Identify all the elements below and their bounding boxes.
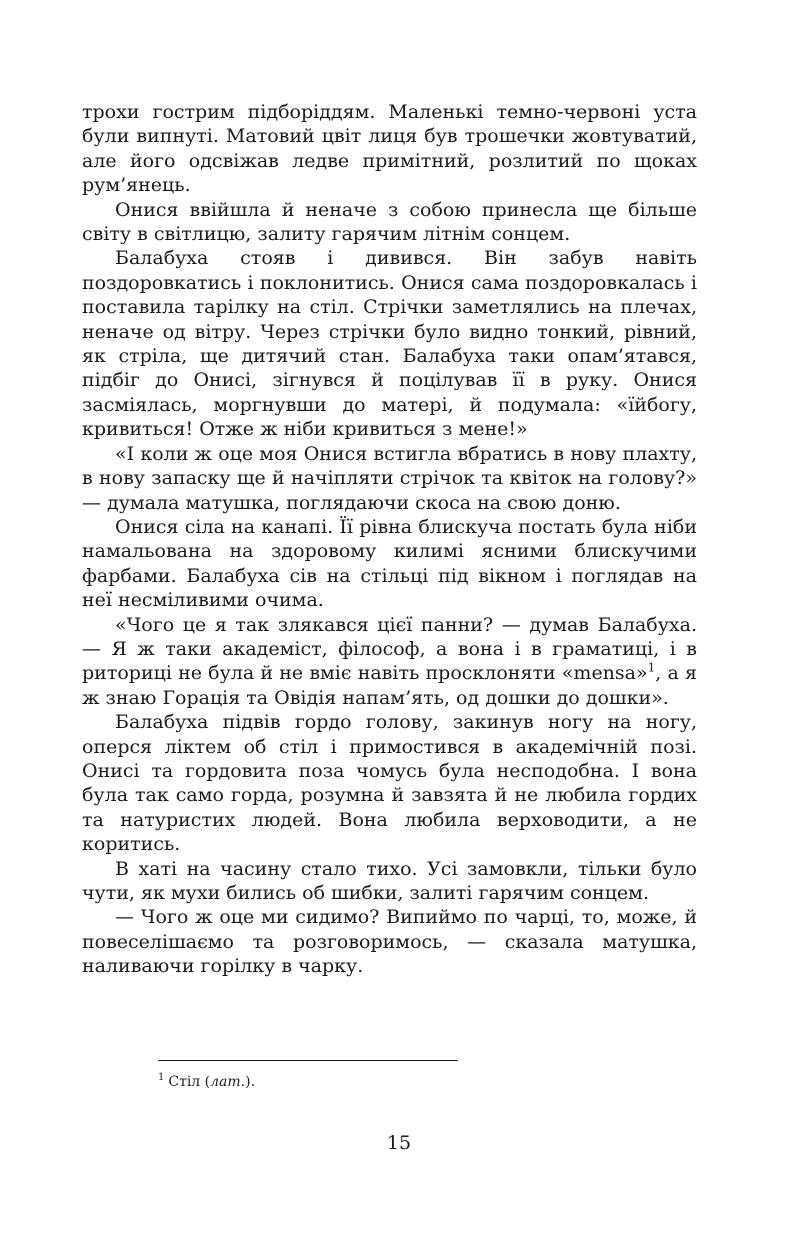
main-text	[82, 100, 697, 979]
paragraph: В хаті на часину стало тихо. Усі замовкли, тільки було чути, як мухи бились об шибки, залиті гарячим сонцем.	[82, 857, 697, 904]
paragraph: Балабуха підвів гордо голову, закинув ногу на ногу, оперся ліктем об стіл і примостився в академічній позі. Онисі та гордовита поза чомусь була несподобна. І вона була так само горда, розумна й завзята й не любила гордих та натуристих людей. Вона любила верховодити, а не коритись.	[82, 711, 697, 856]
paragraph-text: , а я ж знаю Горація та Овідія напам’ять, од дошки до дошки».	[82, 662, 697, 709]
paragraph: Балабуха стояв і дивився. Він забув навіть поздоровкатись і поклонитись. Онися сама поздоровкалась і поставила тарілку на стіл. Стрічки заметлялись на плечах, неначе од вітру. Через стрічки було видно тонкий, рівний, як стріла, ще дитячий стан. Балабуха таки опам’ятався, підбіг до Онисі, зігнувся й поцілував її в руку. Онися засміялась, моргнувши до матері, й подумала: «їйбогу, кривиться! Отже ж ніби кривиться з мене!»	[82, 247, 697, 441]
paragraph: «І коли ж оце моя Онися встигла вбратись в нову плахту, в нову запаску ще й начіпляти стрічок та квіток на голову?» — думала матушка, поглядаючи скоса на свою доню.	[82, 442, 697, 514]
footnote-marker: 1	[158, 1072, 165, 1084]
paragraph-text: «Чого це я так злякався цієї панни? — думав Балабуха. — Я ж таки академіст, філософ, а вона і в граматиці, і в риториці не була й не вміє навіть просклоняти «mensa»	[82, 613, 697, 685]
footnote-text: Стіл (	[168, 1074, 211, 1090]
footnote-italic: лат.	[210, 1074, 246, 1090]
paragraph: Онися ввійшла й неначе з собою принесла ще більше світу в світлицю, залиту гарячим літнім сонцем.	[82, 198, 697, 246]
footnote-close: ).	[245, 1074, 256, 1090]
paragraph: — Чого ж оце ми сидимо? Випиймо по чарці, то, може, й повеселішаємо та розговоримось, — сказала матушка, наливаючи горілку в чарку.	[82, 906, 697, 978]
page-number: 15	[386, 1132, 412, 1154]
paragraph-with-footnote-ref	[82, 613, 697, 711]
paragraph-continuation: трохи гострим підборіддям. Маленькі темно-червоні уста були випнуті. Матовий цвіт лиця був трошечки жовтуватий, але його одсвіжав ледве примітний, розлитий по щоках рум’янець.	[82, 101, 697, 197]
footnote-divider	[158, 1060, 458, 1061]
footnote	[158, 1073, 255, 1091]
paragraph: Онися сіла на канапі. Її рівна блискуча постать була ніби намальована на здоровому килимі ясними блискучими фарбами. Балабуха сів на стільці під вікном і поглядав на неї несміливими очима.	[82, 515, 697, 612]
footnote-reference: 1	[647, 661, 656, 676]
